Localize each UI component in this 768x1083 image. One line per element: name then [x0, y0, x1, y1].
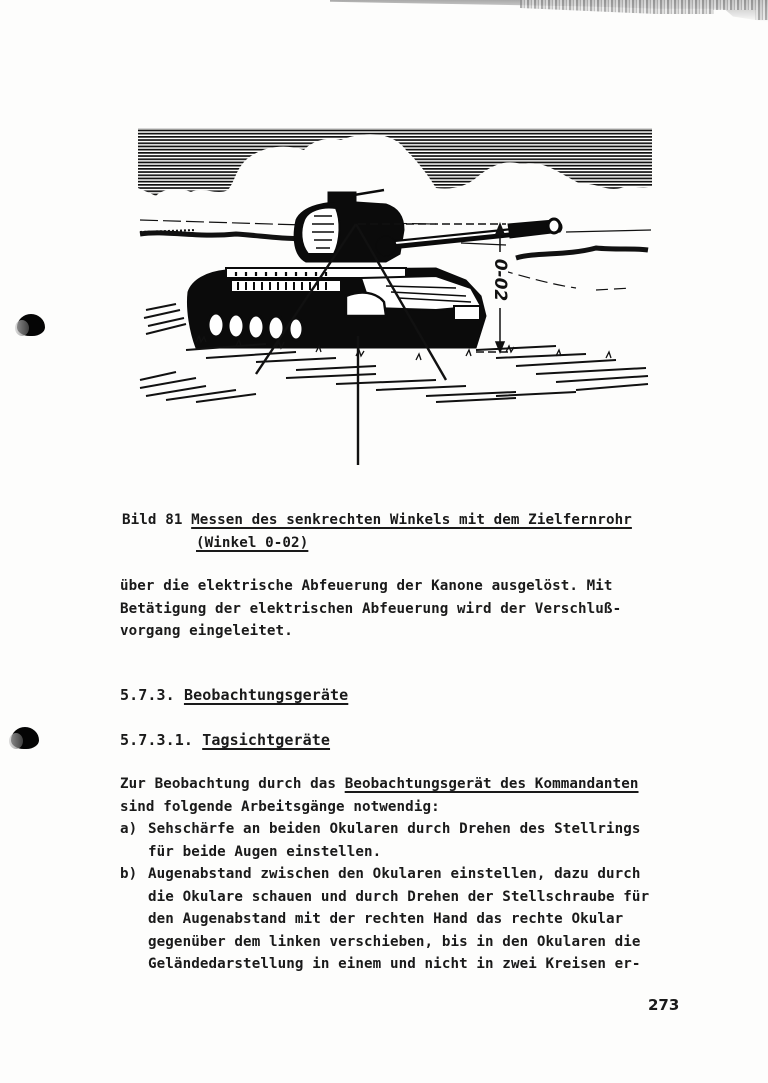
paragraph-line: sind folgende Arbeitsgänge notwendig:: [120, 798, 440, 815]
list-marker-a: a): [120, 821, 138, 837]
paragraph-1: [120, 575, 621, 643]
paragraph-line: vorgang eingeleitet.: [120, 623, 293, 639]
section-number: 5.7.3.: [120, 686, 175, 704]
paragraph-text: Zur Beobachtung durch das: [120, 776, 345, 792]
figure-caption-line2: [196, 532, 308, 555]
section-title: Beobachtungsgeräte: [183, 686, 349, 704]
list-line: für beide Augen einstellen.: [148, 843, 382, 860]
paragraph-line: über die elektrische Abfeuerung der Kanone ausgelöst. Mit: [120, 578, 613, 594]
punch-hole-bottom: [11, 727, 39, 749]
subsection-number: 5.7.3.1.: [120, 731, 194, 749]
paragraph-line: [120, 773, 639, 796]
list-line: Sehschärfe an beiden Okularen durch Drehen des Stellrings: [148, 821, 641, 837]
list-item-b: [148, 863, 649, 976]
list-item-a: [148, 818, 641, 863]
list-line: die Okulare schauen und durch Drehen der Stellschraube für: [148, 888, 650, 905]
subsection-heading: [120, 729, 330, 752]
list-line: Augenabstand zwischen den Okularen einstellen, dazu durch: [148, 866, 641, 882]
list-marker-b: b): [120, 866, 138, 882]
device-reference: Beobachtungsgerät des Kommandanten: [344, 776, 639, 792]
list-line: gegenüber dem linken verschieben, bis in den Okularen die: [148, 933, 641, 950]
angle-label: 0-02: [490, 258, 510, 302]
subsection-title: Tagsichtgeräte: [202, 731, 331, 749]
caption-title: Messen des senkrechten Winkels mit dem Zielfernrohr: [191, 512, 632, 528]
section-heading: [120, 684, 348, 707]
scan-edge-artifact: [520, 0, 768, 20]
sky-hatching: [136, 120, 656, 210]
list-line: Geländedarstellung in einem und nicht in zwei Kreisen er-: [148, 956, 641, 972]
paragraph-line: Betätigung der elektrischen Abfeuerung wird der Verschluß-: [120, 600, 622, 617]
page-number: 273: [648, 996, 680, 1014]
paragraph-2: [120, 773, 639, 818]
punch-hole-top: [17, 314, 45, 336]
list-line: den Augenabstand mit der rechten Hand das rechte Okular: [148, 911, 624, 927]
caption-number: Bild 81: [122, 512, 183, 528]
caption-subtitle: (Winkel 0-02): [196, 535, 309, 551]
figure-tank-illustration: [136, 120, 656, 470]
figure-caption: [122, 509, 632, 532]
